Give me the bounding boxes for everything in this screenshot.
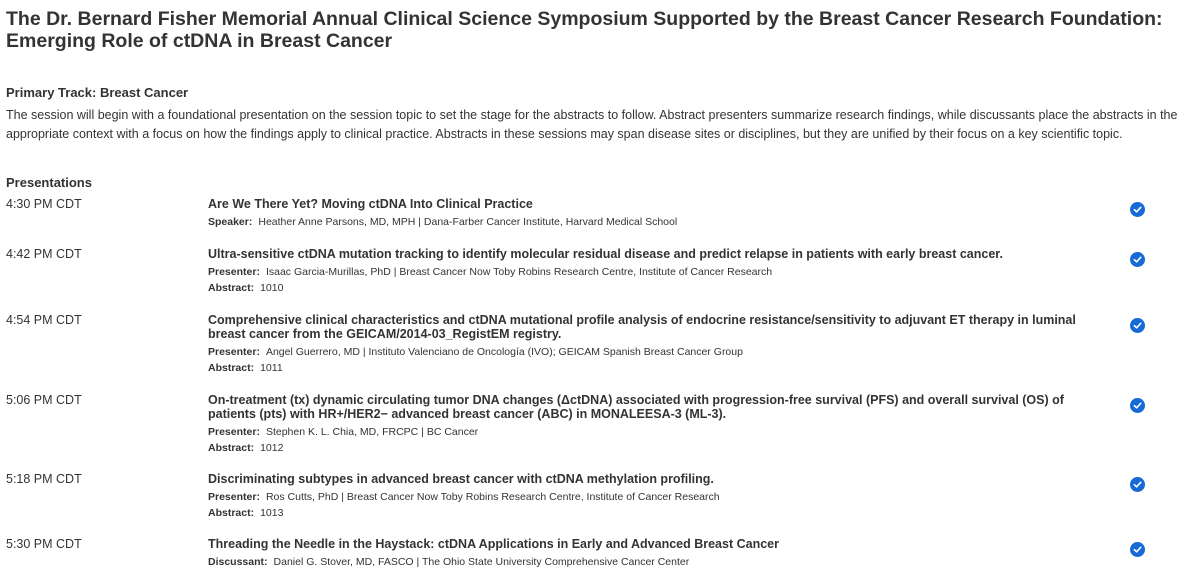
page-title: The Dr. Bernard Fisher Memorial Annual Clinical Science Symposium Supported by the Breast Cancer Research Foundation: Emerging Role of ctDNA in Breast Cancer [6,8,1163,52]
check-circle-icon[interactable] [1130,542,1145,557]
abstract-number: 1012 [260,442,284,454]
presentation-title[interactable]: Ultra-sensitive ctDNA mutation tracking to identify molecular residual disease and predict relapse in patients with early breast cancer. [208,247,1003,261]
person-role-label: Presenter: [208,491,260,503]
presentation-title[interactable]: Comprehensive clinical characteristics and ctDNA mutational profile analysis of endocrine resistance/sensitivity to adjuvant ET therapy in luminal breast cancer from the GEICAM/2014-03_RegistEM registry. [208,313,1076,341]
check-circle-icon[interactable] [1130,477,1145,492]
presentations-heading: Presentations [6,175,92,190]
abstract-label: Abstract: [208,362,255,374]
presentation-title[interactable]: Are We There Yet? Moving ctDNA Into Clinical Practice [208,197,533,211]
person-name: Daniel G. Stover, MD, FASCO | The Ohio State University Comprehensive Cancer Center [273,556,690,568]
presentation-abstract [208,505,1108,521]
presentation-abstract [208,280,1108,296]
presentation-details [208,197,1108,230]
presentation-abstract [208,440,1108,456]
presentation-details [208,247,1108,296]
presentation-time: 5:18 PM CDT [6,472,82,486]
presentation-person [208,554,1108,570]
abstract-label: Abstract: [208,442,255,454]
abstract-number: 1011 [260,362,283,374]
person-role-label: Presenter: [208,266,260,278]
presentation-person [208,264,1108,280]
presentation-title[interactable]: Threading the Needle in the Haystack: ctDNA Applications in Early and Advanced Breast Cancer [208,537,779,551]
abstract-label: Abstract: [208,282,255,294]
presentation-person [208,344,1108,360]
presentation-time: 4:54 PM CDT [6,313,82,327]
person-name: Ros Cutts, PhD | Breast Cancer Now Toby Robins Research Centre, Institute of Cancer Research [265,491,720,503]
check-circle-icon[interactable] [1130,318,1145,333]
person-name: Angel Guerrero, MD | Instituto Valenciano de Oncología (IVO); GEICAM Spanish Breast Cancer Group [265,346,743,358]
abstract-number: 1013 [260,507,284,519]
presentation-time: 5:06 PM CDT [6,393,82,407]
presentation-time: 4:30 PM CDT [6,197,82,211]
session-description: The session will begin with a foundational presentation on the session topic to set the stage for the abstracts to follow. Abstract presenters summarize research findings, while discussants place the abstracts in the appropriate context with a focus on how the findings apply to clinical practice. Abstracts in these sessions may span disease sites or disciplines, but they are unified by their focus on a key scientific topic. [6,108,1178,141]
presentation-abstract [208,360,1108,376]
person-name: Heather Anne Parsons, MD, MPH | Dana-Farber Cancer Institute, Harvard Medical School [258,216,678,228]
person-role-label: Speaker: [208,216,253,228]
abstract-label: Abstract: [208,507,255,519]
person-role-label: Presenter: [208,346,260,358]
check-circle-icon[interactable] [1130,398,1145,413]
person-name: Stephen K. L. Chia, MD, FRCPC | BC Cancer [265,426,479,438]
person-role-label: Discussant: [208,556,268,568]
presentation-details [208,313,1108,376]
person-name: Isaac Garcia-Murillas, PhD | Breast Cancer Now Toby Robins Research Centre, Institute of Cancer Research [265,266,773,278]
presentation-person [208,424,1108,440]
presentation-title[interactable]: Discriminating subtypes in advanced breast cancer with ctDNA methylation profiling. [208,472,714,486]
presentation-details [208,472,1108,521]
presentation-details [208,537,1108,570]
person-role-label: Presenter: [208,426,260,438]
presentation-person [208,489,1108,505]
presentation-details [208,393,1108,456]
presentation-time: 4:42 PM CDT [6,247,82,261]
check-circle-icon[interactable] [1130,202,1145,217]
primary-track-label: Primary Track: Breast Cancer [6,85,189,100]
check-circle-icon[interactable] [1130,252,1145,267]
presentation-time: 5:30 PM CDT [6,537,82,551]
presentation-title[interactable]: On-treatment (tx) dynamic circulating tumor DNA changes (ΔctDNA) associated with progression-free survival (PFS) and overall survival (OS) of patients (pts) with HR+/HER2− advanced breast cancer (ABC) in MONALEESA-3 (ML-3). [208,393,1064,421]
presentation-person [208,214,1108,230]
abstract-number: 1010 [260,282,284,294]
